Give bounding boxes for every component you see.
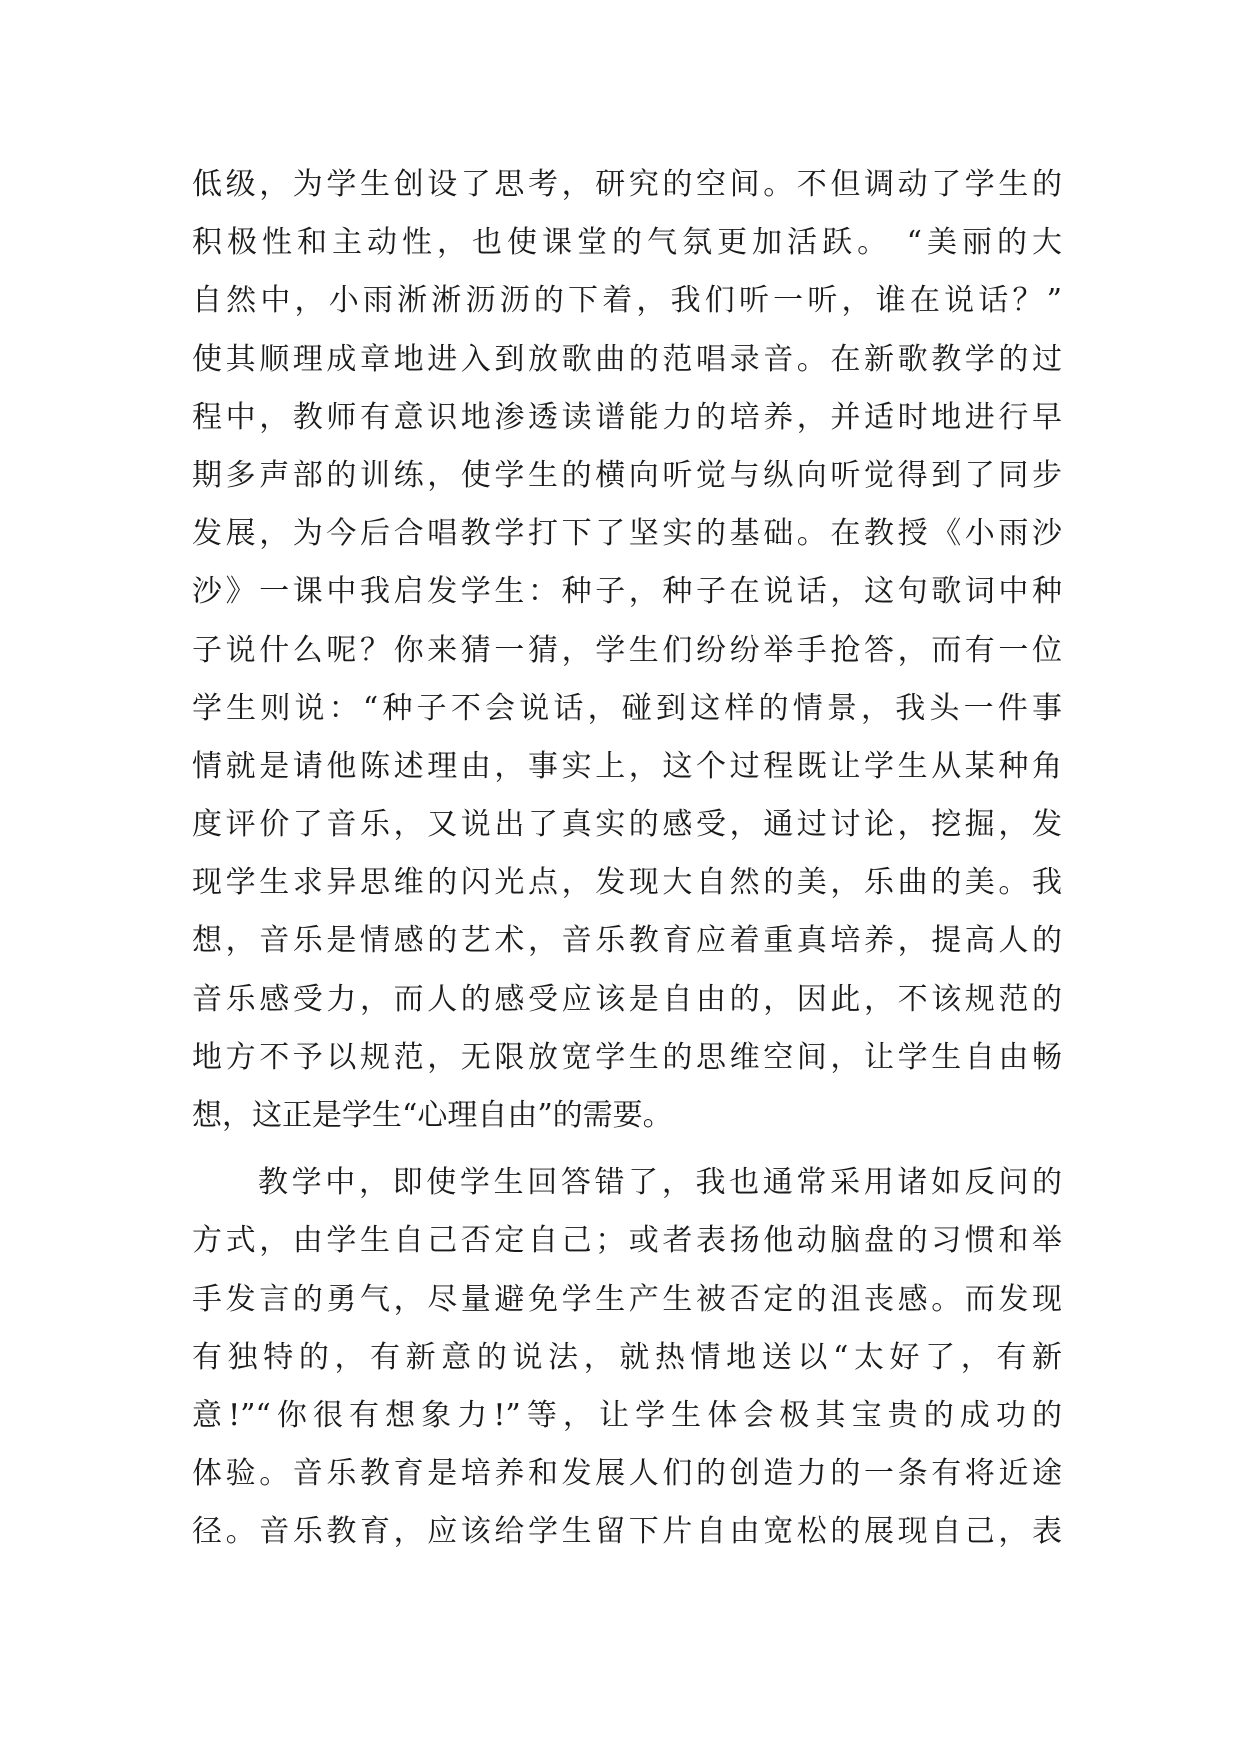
text-line: 有独特的，有新意的说法，就热情地送以“太好了，有新	[192, 1339, 1062, 1375]
body-text	[192, 156, 1062, 1562]
paragraph-gap	[192, 1145, 1062, 1154]
text-line: 手发言的勇气，尽量避免学生产生被否定的沮丧感。而发现	[192, 1281, 1062, 1317]
text-line: 自然中，小雨淅淅沥沥的下着，我们听一听，谁在说话？”	[192, 283, 1062, 319]
text-line: 地方不予以规范，无限放宽学生的思维空间，让学生自由畅	[192, 1039, 1062, 1075]
text-line: 学生则说：“种子不会说话，碰到这样的情景，我头一件事	[192, 690, 1062, 726]
text-line: 教学中，即使学生回答错了，我也通常采用诸如反问的	[258, 1165, 1062, 1201]
text-line: 体验。音乐教育是培养和发展人们的创造力的一条有将近途	[192, 1456, 1062, 1492]
paragraph-2	[192, 1154, 1062, 1561]
text-line: 程中，教师有意识地渗透读谱能力的培养，并适时地进行早	[192, 399, 1062, 435]
text-line: 音乐感受力，而人的感受应该是自由的，因此，不该规范的	[192, 981, 1062, 1017]
text-line: 积极性和主动性，也使课堂的气氛更加活跃。 “美丽的大	[192, 225, 1062, 261]
text-line: 想，这正是学生“心理自由”的需要。	[192, 1098, 673, 1133]
text-line: 期多声部的训练，使学生的横向听觉与纵向听觉得到了同步	[192, 457, 1062, 493]
text-line: 想，音乐是情感的艺术，音乐教育应着重真培养，提高人的	[192, 923, 1062, 959]
paragraph-1	[192, 156, 1062, 1145]
text-line: 情就是请他陈述理由，事实上，这个过程既让学生从某种角	[192, 748, 1062, 784]
text-line: 意!”“你很有想象力!”等，让学生体会极其宝贵的成功的	[192, 1397, 1062, 1433]
text-line: 度评价了音乐，又说出了真实的感受，通过讨论，挖掘，发	[192, 807, 1062, 843]
text-line: 沙》一课中我启发学生：种子，种子在说话，这句歌词中种	[192, 574, 1062, 610]
text-line: 方式，由学生自己否定自己；或者表扬他动脑盘的习惯和举	[192, 1223, 1062, 1259]
text-line: 使其顺理成章地进入到放歌曲的范唱录音。在新歌教学的过	[192, 341, 1062, 377]
text-line: 发展，为今后合唱教学打下了坚实的基础。在教授《小雨沙	[192, 516, 1062, 552]
text-line: 径。音乐教育，应该给学生留下片自由宽松的展现自己，表	[192, 1514, 1062, 1550]
text-line: 现学生求异思维的闪光点，发现大自然的美，乐曲的美。我	[192, 865, 1062, 901]
text-line: 低级，为学生创设了思考，研究的空间。不但调动了学生的	[192, 167, 1062, 202]
text-line: 子说什么呢？你来猜一猜，学生们纷纷举手抢答，而有一位	[192, 632, 1062, 668]
